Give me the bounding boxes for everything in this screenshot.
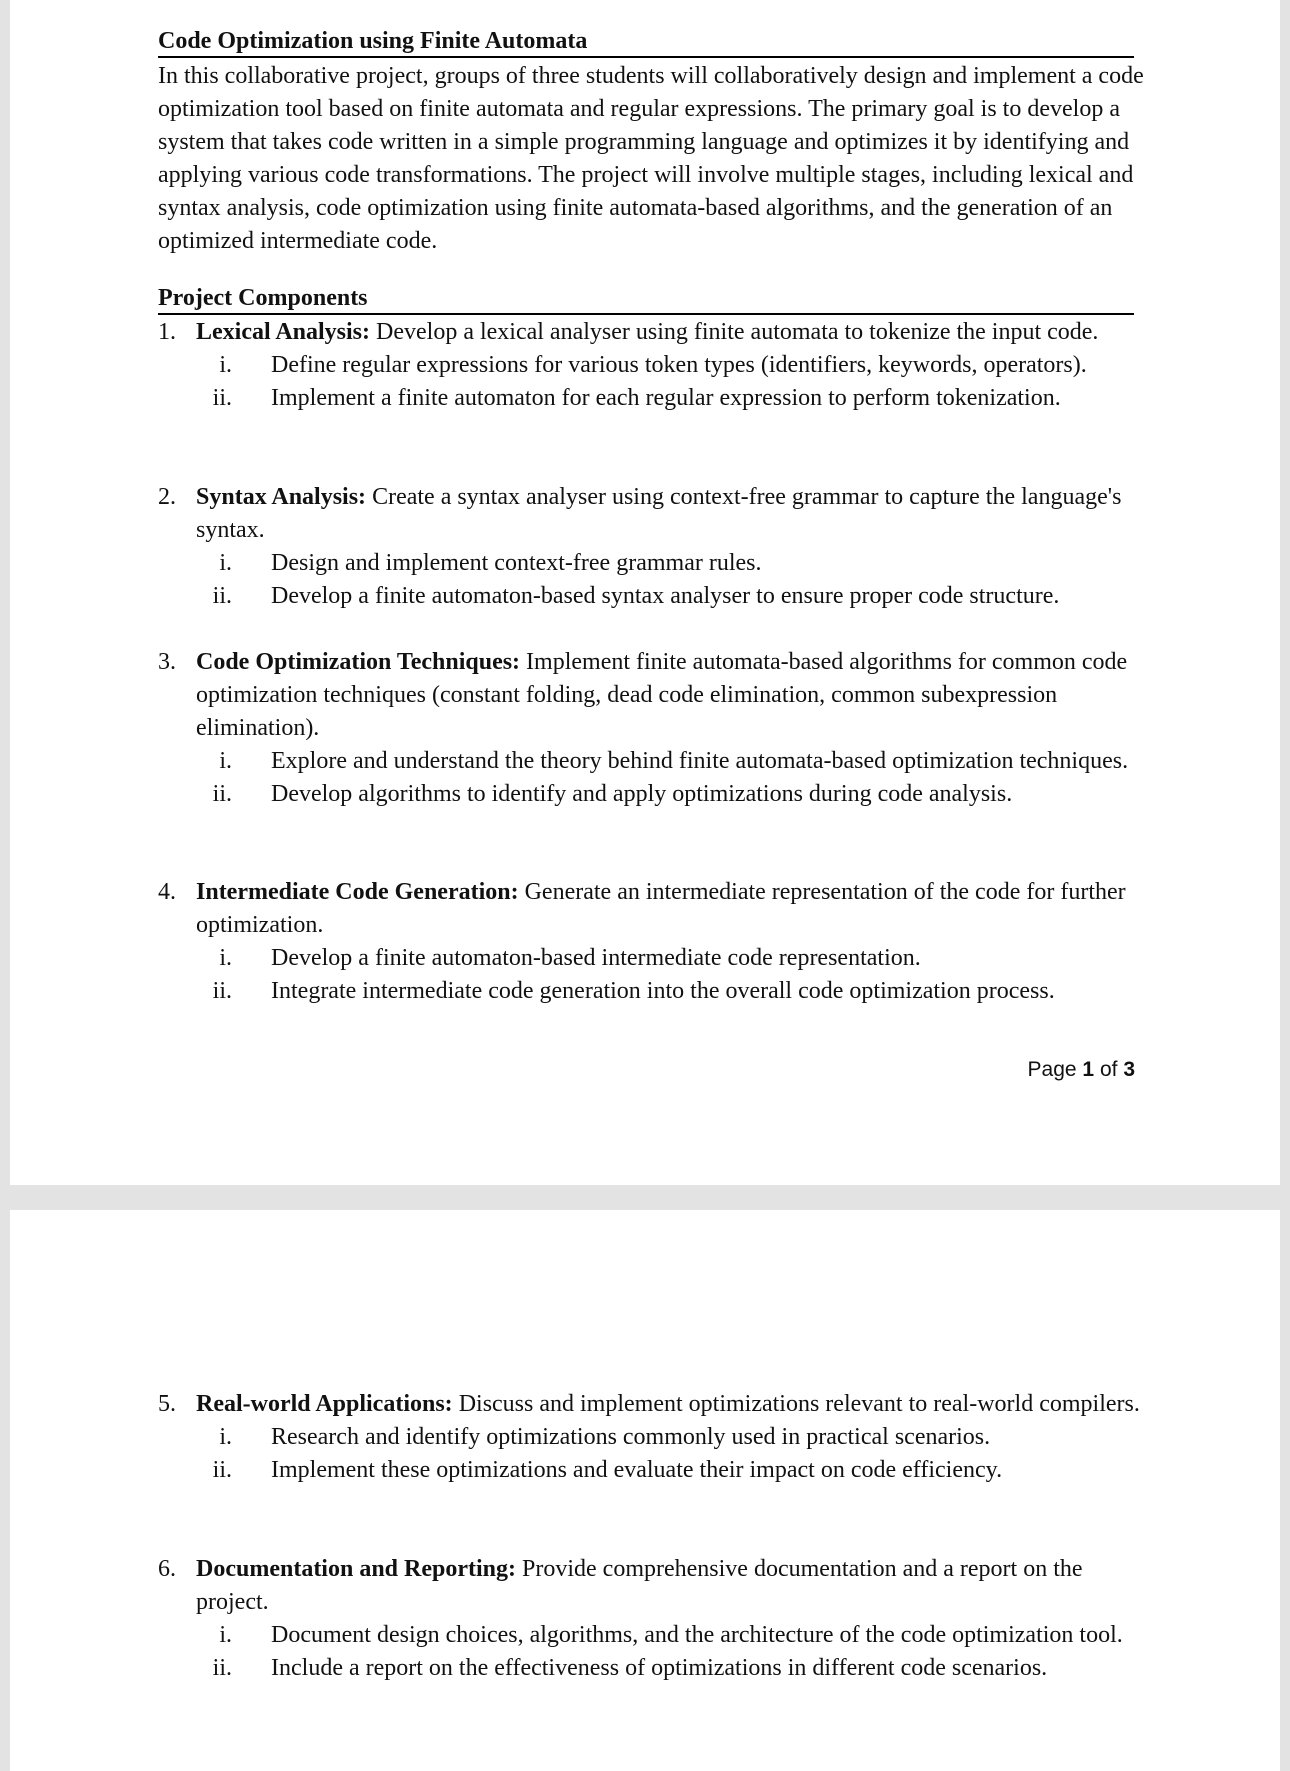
sub-item bbox=[196, 942, 1148, 975]
component-item-5 bbox=[158, 1388, 1148, 1487]
item-description: Generate an intermediate representation of the code for further optimization. bbox=[196, 879, 1126, 938]
sub-item-text: Develop a finite automaton-based intermediate code representation. bbox=[271, 945, 921, 971]
sub-item-numeral: i. bbox=[219, 1622, 232, 1648]
sub-item bbox=[196, 382, 1148, 415]
sub-item-text: Explore and understand the theory behind finite automata-based optimization techniques. bbox=[271, 748, 1129, 774]
project-components-heading: Project Components bbox=[158, 283, 1134, 315]
item-description: Provide comprehensive documentation and a report on the project. bbox=[196, 1556, 1083, 1615]
sub-item bbox=[196, 1619, 1148, 1652]
sub-item-numeral: i. bbox=[219, 1424, 232, 1450]
sub-item-text: Implement these optimizations and evaluate their impact on code efficiency. bbox=[271, 1457, 1003, 1483]
item-title: Real-world Applications: bbox=[196, 1391, 453, 1417]
sub-item-text: Document design choices, algorithms, and the architecture of the code optimization tool. bbox=[271, 1622, 1123, 1648]
item-title: Code Optimization Techniques: bbox=[196, 649, 521, 675]
item-number: 5. bbox=[158, 1391, 176, 1417]
sub-item-numeral: ii. bbox=[212, 1457, 232, 1483]
component-item-4 bbox=[158, 876, 1148, 1008]
item-number: 2. bbox=[158, 484, 176, 510]
item-description: Create a syntax analyser using context-free grammar to capture the language's syntax. bbox=[196, 484, 1122, 543]
document-page-1 bbox=[10, 0, 1280, 1185]
item-title: Intermediate Code Generation: bbox=[196, 879, 519, 905]
item-description: Implement finite automata-based algorithms for common code optimization techniques (constant folding, dead code elimination, common subexpression elimination). bbox=[196, 649, 1128, 741]
sub-item-numeral: ii. bbox=[212, 1655, 232, 1681]
sub-item-numeral: i. bbox=[219, 550, 232, 576]
document-title: Code Optimization using Finite Automata bbox=[158, 26, 1134, 58]
sub-item-text: Develop algorithms to identify and apply optimizations during code analysis. bbox=[271, 781, 1013, 807]
sub-item-text: Include a report on the effectiveness of optimizations in different code scenarios. bbox=[271, 1655, 1048, 1681]
document-page-2 bbox=[10, 1210, 1280, 1771]
item-title: Documentation and Reporting: bbox=[196, 1556, 517, 1582]
sub-item-text: Develop a finite automaton-based syntax analyser to ensure proper code structure. bbox=[271, 583, 1060, 609]
component-item-3 bbox=[158, 646, 1148, 811]
item-title: Syntax Analysis: bbox=[196, 484, 367, 510]
intro-paragraph: In this collaborative project, groups of three students will collaboratively design and implement a code optimization tool based on finite automata and regular expressions. The primary goal is to develop a system that takes code written in a simple programming language and optimizes it by identifying and applying various code transformations. The project will involve multiple stages, including lexical and syntax analysis, code optimization using finite automata-based algorithms, and the generation of an optimized intermediate code. bbox=[158, 63, 1144, 254]
sub-item-text: Implement a finite automaton for each regular expression to perform tokenization. bbox=[271, 385, 1061, 411]
sub-item bbox=[196, 1652, 1148, 1685]
sub-item bbox=[196, 580, 1148, 613]
sub-item bbox=[196, 547, 1148, 580]
page-number: Page 1 of 3 bbox=[1027, 1058, 1135, 1081]
item-number: 6. bbox=[158, 1556, 176, 1582]
sub-item-text: Define regular expressions for various token types (identifiers, keywords, operators). bbox=[271, 352, 1087, 378]
item-description: Discuss and implement optimizations relevant to real-world compilers. bbox=[458, 1391, 1140, 1417]
sub-item-numeral: i. bbox=[219, 748, 232, 774]
item-title: Lexical Analysis: bbox=[196, 319, 371, 345]
item-description: Develop a lexical analyser using finite automata to tokenize the input code. bbox=[376, 319, 1099, 345]
sub-item-text: Design and implement context-free grammar rules. bbox=[271, 550, 762, 576]
sub-item bbox=[196, 349, 1148, 382]
component-item-6 bbox=[158, 1553, 1148, 1685]
sub-item-text: Integrate intermediate code generation into the overall code optimization process. bbox=[271, 978, 1055, 1004]
sub-item bbox=[196, 975, 1148, 1008]
item-number: 1. bbox=[158, 319, 176, 345]
sub-item bbox=[196, 745, 1148, 778]
sub-item-numeral: ii. bbox=[212, 978, 232, 1004]
sub-item-numeral: i. bbox=[219, 945, 232, 971]
sub-item bbox=[196, 1421, 1148, 1454]
sub-item-numeral: ii. bbox=[212, 583, 232, 609]
component-item-1 bbox=[158, 316, 1148, 415]
sub-item-numeral: ii. bbox=[212, 385, 232, 411]
item-number: 3. bbox=[158, 649, 176, 675]
sub-item bbox=[196, 1454, 1148, 1487]
sub-item bbox=[196, 778, 1148, 811]
component-item-2 bbox=[158, 481, 1148, 613]
item-number: 4. bbox=[158, 879, 176, 905]
sub-item-numeral: ii. bbox=[212, 781, 232, 807]
sub-item-text: Research and identify optimizations commonly used in practical scenarios. bbox=[271, 1424, 991, 1450]
sub-item-numeral: i. bbox=[219, 352, 232, 378]
